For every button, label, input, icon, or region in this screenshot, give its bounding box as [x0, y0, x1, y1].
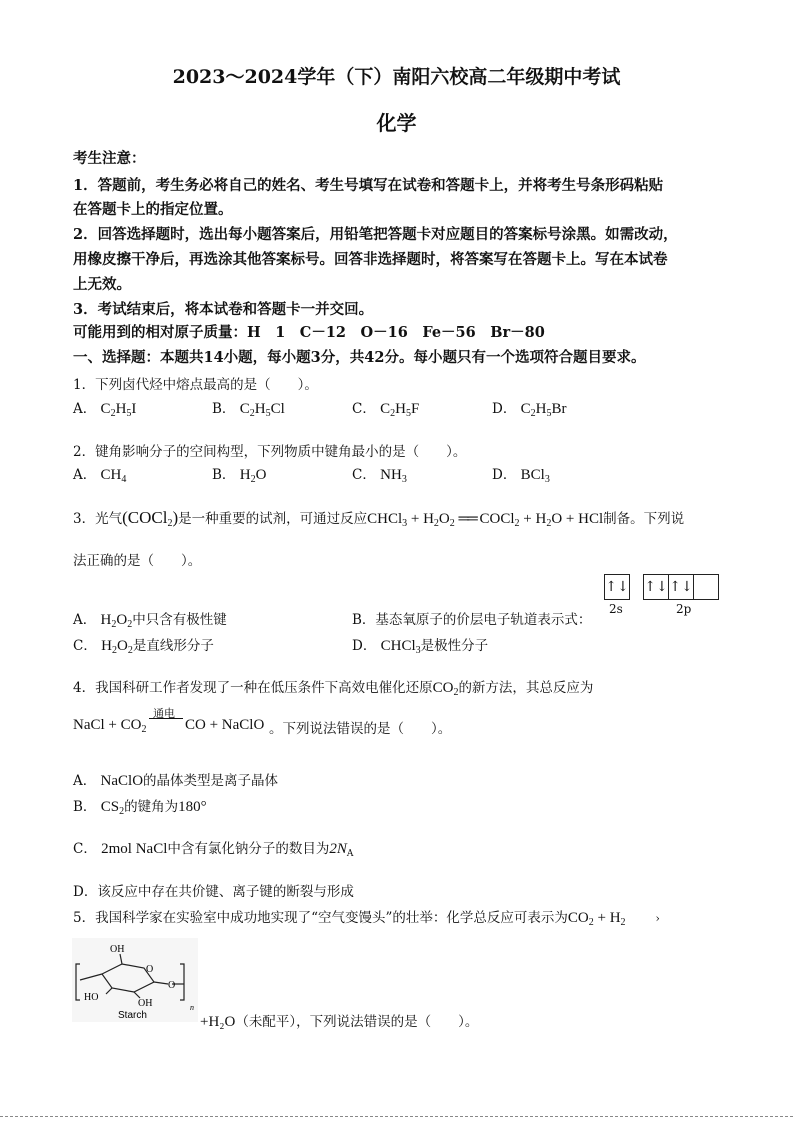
notice-item-3: 3．考试结束后，将本试卷和答题卡一并交回。 — [73, 301, 374, 318]
notice-item-1-line-2: 在答题卡上的指定位置。 — [73, 201, 233, 218]
orbital-2s-label: 2s — [609, 602, 623, 616]
q2-option-d: D． BCl$_3$ — [492, 467, 550, 485]
q3-option-d: D． CHCl$_3$是极性分子 — [352, 638, 489, 656]
q3-option-c: C． $H_2O_2$是直线形分子 — [73, 638, 214, 656]
q1-option-b: B． $C_2H_5Cl$ — [212, 401, 285, 419]
q4-stem-line-2-end: 。下列说法错误的是（ ）。 — [269, 721, 452, 737]
starch-n: n — [190, 1003, 194, 1012]
starch-ring-o: O — [146, 964, 154, 975]
subject-title: 化学 — [376, 111, 417, 135]
starch-label: Starch — [118, 1010, 147, 1021]
q2-option-c: C． $NH_3$ — [352, 467, 407, 485]
q4-stem-line-1: 4．我国科研工作者发现了一种在低压条件下高效电催化还原$CO_2$的新方法，其总反应为 — [73, 680, 594, 698]
starch-structure-diagram — [72, 938, 198, 1022]
notice-heading: 考生注意： — [73, 150, 146, 167]
q4-condition: 通电 — [153, 707, 175, 720]
q2-stem: 2．键角影响分子的空间构型，下列物质中键角最小的是（ ）。 — [73, 444, 467, 460]
starch-chain-o: O — [168, 980, 176, 991]
starch-oh-top: OH — [110, 944, 125, 955]
q4-option-d: D．该反应中存在共价键、离子键的断裂与形成 — [73, 884, 354, 900]
page-bottom-divider — [0, 1116, 793, 1117]
starch-oh-bottom: OH — [138, 998, 153, 1009]
notice-item-2-line-3: 上无效。 — [73, 276, 131, 293]
q2-option-b: B． $H_2O$ — [212, 467, 267, 485]
notice-item-1-line-1: 1．答题前，考生务必将自己的姓名、考生号填写在试卷和答题卡上，并将考生号条形码粘贴 — [73, 177, 664, 194]
q3-stem-line-2: 法正确的是（ ）。 — [73, 553, 202, 569]
q1-option-c: C． $C_2H_5F$ — [352, 401, 420, 419]
orbital-2s-cell: ↑↓ — [605, 579, 629, 595]
q1-option-d: D． $C_2H_5Br$ — [492, 401, 567, 419]
q5-stem-line-1: 5．我国科学家在实验室中成功地实现了“空气变馒头”的壮举：化学总反应可表示为$CO_2 + H_2$ › — [73, 910, 660, 928]
orbital-2s-box — [604, 574, 630, 600]
exam-title: 2023～2024学年（下）南阳六校高二年级期中考试 — [172, 66, 621, 88]
q1-stem: 1．下列卤代烃中熔点最高的是（ ）。 — [73, 377, 318, 393]
q5-stem-line-2: +H₂O（未配平），下列说法错误的是（ ）。 — [200, 1014, 479, 1030]
starch-ho-left: HO — [84, 992, 99, 1003]
q3-option-b: B．基态氧原子的价层电子轨道表示式： — [352, 612, 592, 628]
orbital-2p-label: 2p — [676, 602, 692, 616]
q4-option-c: C． 2mol NaCl中含有氯化钠分子的数目为$2N_A$ — [73, 841, 354, 859]
orbital-2p-cell-1: ↑↓ — [644, 579, 668, 595]
orbital-2p-cell-2: ↑↓ — [668, 575, 693, 599]
q4-reaction-arrow — [149, 718, 183, 719]
q5-arrow-icon: › — [655, 912, 660, 925]
orbital-2p-cell-3 — [693, 575, 718, 599]
q4-reaction: NaCl + $CO_2$ 通电 CO + NaClO 。下列说法错误的是（ ）。 — [73, 707, 452, 737]
notice-item-2-line-1: 2．回答选择题时，选出每小题答案后，用铅笔把答题卡对应题目的答案标号涂黑。如需改动， — [73, 226, 678, 243]
q3-option-a: A． $H_2O_2$中只含有极性键 — [73, 612, 227, 630]
orbital-2p-box — [643, 574, 719, 600]
atomic-masses: 可能用到的相对原子质量：H 1 C－12 O－16 Fe－56 Br－80 — [73, 324, 545, 341]
section-1-heading: 一、选择题：本题共14小题，每小题3分，共42分。每小题只有一个选项符合题目要求。 — [73, 349, 646, 366]
q2-option-a: A． $CH_4$ — [73, 467, 127, 485]
q1-option-a: A． $C_2H_5I$ — [73, 401, 137, 419]
notice-item-2-line-2: 用橡皮擦干净后，再选涂其他答案标号。回答非选择题时，将答案写在答题卡上。写在本试卷 — [73, 251, 668, 268]
q4-option-a: A． NaClO的晶体类型是离子晶体 — [73, 773, 279, 789]
q4-option-b: B． $CS_2$的键角为180° — [73, 799, 207, 817]
q3-stem-line-1: 3．光气(COCl$_2$)是一种重要的试剂，可通过反应CHCl$_3$ + $H_2O_2$ ══ COCl$_2$ + $H_2O$ + HCl制备。下列说 — [73, 508, 685, 529]
